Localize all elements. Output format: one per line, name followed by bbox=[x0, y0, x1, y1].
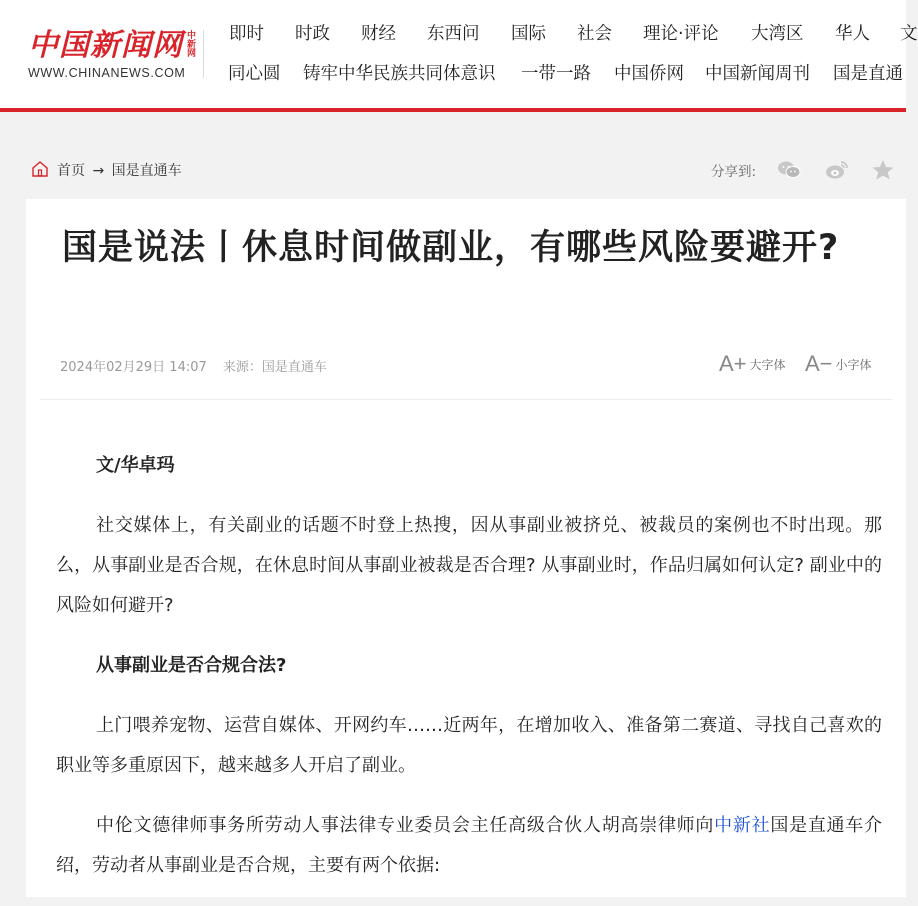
font-large-label: 大字体 bbox=[749, 357, 786, 372]
logo-side-text: 中 新 网 bbox=[187, 31, 197, 59]
site-logo[interactable] bbox=[28, 28, 196, 80]
site-header bbox=[0, 0, 918, 112]
publish-time: 2024年02月29日 14:07 bbox=[60, 360, 207, 375]
home-icon[interactable] bbox=[30, 159, 50, 179]
main-nav bbox=[228, 0, 918, 100]
weibo-icon[interactable] bbox=[824, 158, 850, 182]
logo-url: WWW.CHINANEWS.COM bbox=[28, 66, 186, 80]
nav-item-belt-road[interactable]: 一带一路 bbox=[521, 64, 591, 84]
breadcrumb-home[interactable]: 首页 bbox=[57, 163, 85, 179]
breadcrumb-section[interactable]: 国是直通车 bbox=[111, 163, 182, 179]
source-info bbox=[223, 360, 327, 375]
section-heading: 从事副业是否合规合法? bbox=[96, 655, 287, 676]
nav-item-tongxinyuan[interactable]: 同心圆 bbox=[228, 64, 281, 84]
breadcrumb bbox=[57, 160, 182, 180]
article-title: 国是说法丨休息时间做副业，有哪些风险要避开? bbox=[62, 228, 840, 268]
paragraph: 中伦文德律师事务所劳动人事法律专业委员会主任高级合伙人胡高崇律师向中新社国是直通车介绍，劳动者从事副业是否合规，主要有两个依据: bbox=[56, 815, 883, 876]
article-body bbox=[56, 446, 882, 906]
article-meta bbox=[60, 356, 339, 375]
nav-item-greater-bay[interactable]: 大湾区 bbox=[751, 24, 804, 44]
nav-item-theory[interactable]: 理论·评论 bbox=[643, 24, 719, 44]
nav-item-culture[interactable]: 文 bbox=[900, 24, 918, 44]
breadcrumb-arrow: → bbox=[92, 163, 105, 179]
nav-item-international[interactable]: 国际 bbox=[511, 24, 546, 44]
nav-item-politics[interactable]: 时政 bbox=[295, 24, 330, 44]
font-small-label: 小字体 bbox=[835, 357, 872, 372]
paragraph: 上门喂养宠物、运营自媒体、开网约车……近两年，在增加收入、准备第二赛道、寻找自己喜欢的职业等多重原因下，越来越多人开启了副业。 bbox=[56, 715, 882, 776]
nav-item-chinaqw[interactable]: 中国侨网 bbox=[614, 64, 684, 84]
favorite-icon[interactable] bbox=[870, 158, 896, 182]
nav-item-national-unity[interactable]: 铸牢中华民族共同体意识 bbox=[303, 64, 496, 84]
wechat-icon[interactable] bbox=[776, 158, 802, 182]
font-large-button[interactable] bbox=[719, 351, 786, 377]
author-line: 文/华卓玛 bbox=[96, 455, 175, 476]
nav-item-society[interactable]: 社会 bbox=[577, 24, 612, 44]
logo-text: 中国新闻网 bbox=[28, 28, 183, 63]
source-label: 来源： bbox=[222, 360, 262, 375]
nav-item-east-west[interactable]: 东西问 bbox=[427, 24, 480, 44]
article-card bbox=[26, 199, 906, 897]
nav-item-instant[interactable]: 即时 bbox=[229, 24, 264, 44]
nav-item-finance[interactable]: 财经 bbox=[361, 24, 396, 44]
share-label: 分享到: bbox=[711, 164, 757, 180]
paragraph: 社交媒体上，有关副业的话题不时登上热搜，因从事副业被挤兑、被裁员的案例也不时出现。那么，从事副业是否合规，在休息时间从事副业被裁是否合理? 从事副业时，作品归属如何认定? 副业中的风险如何避开? bbox=[56, 515, 882, 616]
header-divider bbox=[203, 30, 204, 78]
font-small-icon: A− bbox=[805, 351, 833, 376]
font-small-button[interactable] bbox=[805, 351, 872, 377]
nav-item-guoshi[interactable]: 国是直通 bbox=[833, 64, 903, 84]
nav-item-newsweek[interactable]: 中国新闻周刊 bbox=[705, 64, 810, 84]
breadcrumb-bar bbox=[28, 150, 906, 190]
source-name[interactable]: 国是直通车 bbox=[261, 360, 327, 375]
font-large-icon: A+ bbox=[719, 351, 747, 376]
nav-item-chinese[interactable]: 华人 bbox=[835, 24, 870, 44]
chinanews-link[interactable]: 中新社 bbox=[714, 815, 771, 836]
meta-divider bbox=[40, 399, 892, 400]
